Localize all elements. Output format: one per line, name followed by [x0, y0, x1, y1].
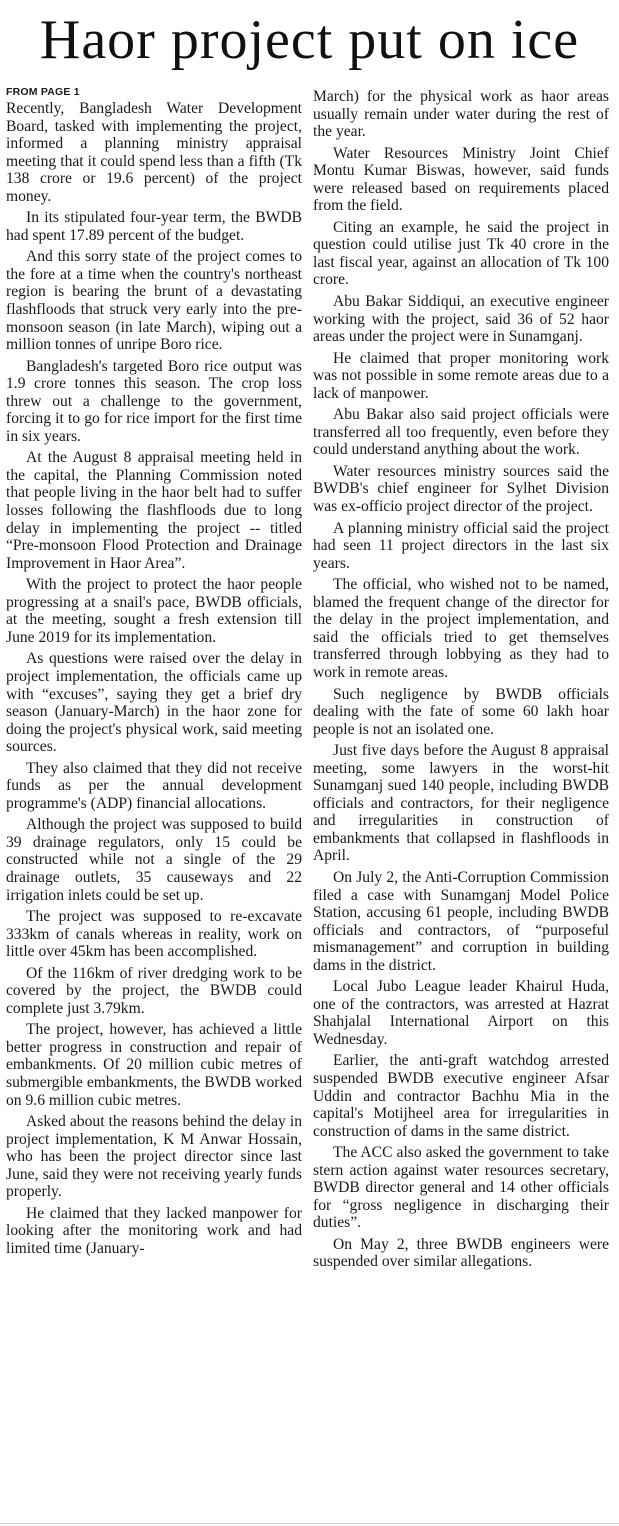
paragraph: Citing an example, he said the project in question could utilise just Tk 40 crore in the last fiscal year, against an allocation of Tk 100 crore. — [313, 218, 609, 289]
paragraph: Bangladesh's targeted Boro rice output was 1.9 crore tonnes this season. The crop loss threw out a challenge to the government, forcing it to go for rice import for the first time in six years. — [6, 357, 302, 445]
paragraph: The official, who wished not to be named, blamed the frequent change of the director for the delay in the project implementation, and said the officials tried to get themselves transferred through lobbying as they had to work in remote areas. — [313, 576, 609, 681]
paragraph: The project was supposed to re-excavate 333km of canals whereas in reality, work on little over 45km has been accomplished. — [6, 908, 302, 961]
paragraph: A planning ministry official said the project had seen 11 project directors in the last six years. — [313, 519, 609, 572]
paragraph: As questions were raised over the delay in project implementation, the officials came up with “excuses”, saying they get a brief dry season (January-March) in the haor zone for doing the project's physical work, said meeting sources. — [6, 650, 302, 756]
paragraph: The ACC also asked the government to take stern action against water resources secretary, BWDB director general and 14 other officials for “gross negligence in discharging their duties”. — [313, 1144, 609, 1232]
paragraph: Recently, Bangladesh Water Development Board, tasked with implementing the project, informed a planning ministry appraisal meeting that it could spend less than a fifth (Tk 138 crore or 19.6 percent) of the project money. — [6, 100, 302, 205]
paragraph: Local Jubo League leader Khairul Huda, one of the contractors, was arrested at Hazrat Shahjalal International Airport on this Wednesday. — [313, 978, 609, 1048]
paragraph: Abu Bakar also said project officials were transferred all too frequently, even before they could understand anything about the work. — [313, 406, 609, 459]
paragraph: They also claimed that they did not receive funds as per the annual development programme's (ADP) financial allocations. — [6, 759, 302, 812]
paragraph: In its stipulated four-year term, the BWDB had spent 17.89 percent of the budget. — [6, 209, 302, 244]
bottom-border — [0, 1523, 619, 1524]
paragraph: Water Resources Ministry Joint Chief Montu Kumar Biswas, however, said funds were released based on requirements placed from the field. — [313, 144, 609, 215]
paragraph: At the August 8 appraisal meeting held in the capital, the Planning Commission noted that people living in the haor belt had to suffer losses following the flashfloods due to long delay in implementing the project -- titled “Pre-monsoon Flood Protection and Drainage Improvement in Haor Area”. — [6, 449, 302, 572]
paragraph: Such negligence by BWDB officials dealing with the fate of some 60 lakh hoar people is not an isolated one. — [313, 685, 609, 738]
paragraph: Water resources ministry sources said the BWDB's chief engineer for Sylhet Division was ex-officio project director of the project. — [313, 462, 609, 516]
paragraph: Of the 116km of river dredging work to be covered by the project, the BWDB could complete just 3.79km. — [6, 964, 302, 1017]
paragraph: With the project to protect the haor people progressing at a snail's pace, BWDB officials, at the meeting, sought a fresh extension till June 2019 for its implementation. — [6, 576, 302, 646]
paragraph: Earlier, the anti-graft watchdog arrested suspended BWDB executive engineer Afsar Uddin and contractor Bachhu Mia in the capital's Motijheel area for irregularities in construction of dams in the same district. — [313, 1052, 609, 1140]
paragraph: He claimed that proper monitoring work was not possible in some remote areas due to a lack of manpower. — [313, 349, 609, 402]
right-column — [313, 88, 609, 1275]
paragraph: He claimed that they lacked manpower for looking after the monitoring work and had limited time (January- — [6, 1204, 302, 1257]
headline: Haor project put on ice — [39, 9, 580, 71]
paragraph: The project, however, has achieved a little better progress in construction and repair of embankments. Of 20 million cubic metres of submergible embankments, the BWDB worked on 9.6 million cubic metres. — [6, 1021, 302, 1109]
paragraph: Just five days before the August 8 appraisal meeting, some lawyers in the worst-hit Sunamganj sued 140 people, including BWDB officials and contractors, for their negligence and irregularities in construction of embankments that collapsed in flashfloods in April. — [313, 742, 609, 865]
left-column — [6, 86, 302, 1261]
paragraph: Abu Bakar Siddiqui, an executive engineer working with the project, said 36 of 52 haor areas under the project were in Sunamganj. — [313, 293, 609, 346]
paragraph: Although the project was supposed to build 39 drainage regulators, only 15 could be constructed while not a single of the 29 drainage outlets, 35 causeways and 22 irrigation inlets could be set up. — [6, 816, 302, 904]
paragraph: On July 2, the Anti-Corruption Commission filed a case with Sunamganj Model Police Station, accusing 61 people, including BWDB officials and contractors, of “purposeful mismanagement” and corruption in building dams in the district. — [313, 868, 609, 974]
paragraph: And this sorry state of the project comes to the fore at a time when the country's northeast region is bearing the brunt of a devastating flashfloods that struck very early into the pre-monsoon season (in late March), wiping out a million tonnes of unripe Boro rice. — [6, 248, 302, 354]
paragraph: Asked about the reasons behind the delay in project implementation, K M Anwar Hossain, who has been the project director since last June, said they were not receiving yearly funds properly. — [6, 1113, 302, 1201]
paragraph: On May 2, three BWDB engineers were suspended over similar allegations. — [313, 1235, 609, 1271]
page-continuation-label: FROM PAGE 1 — [6, 86, 80, 98]
paragraph: March) for the physical work as haor areas usually remain under water during the rest of the year. — [313, 88, 609, 141]
